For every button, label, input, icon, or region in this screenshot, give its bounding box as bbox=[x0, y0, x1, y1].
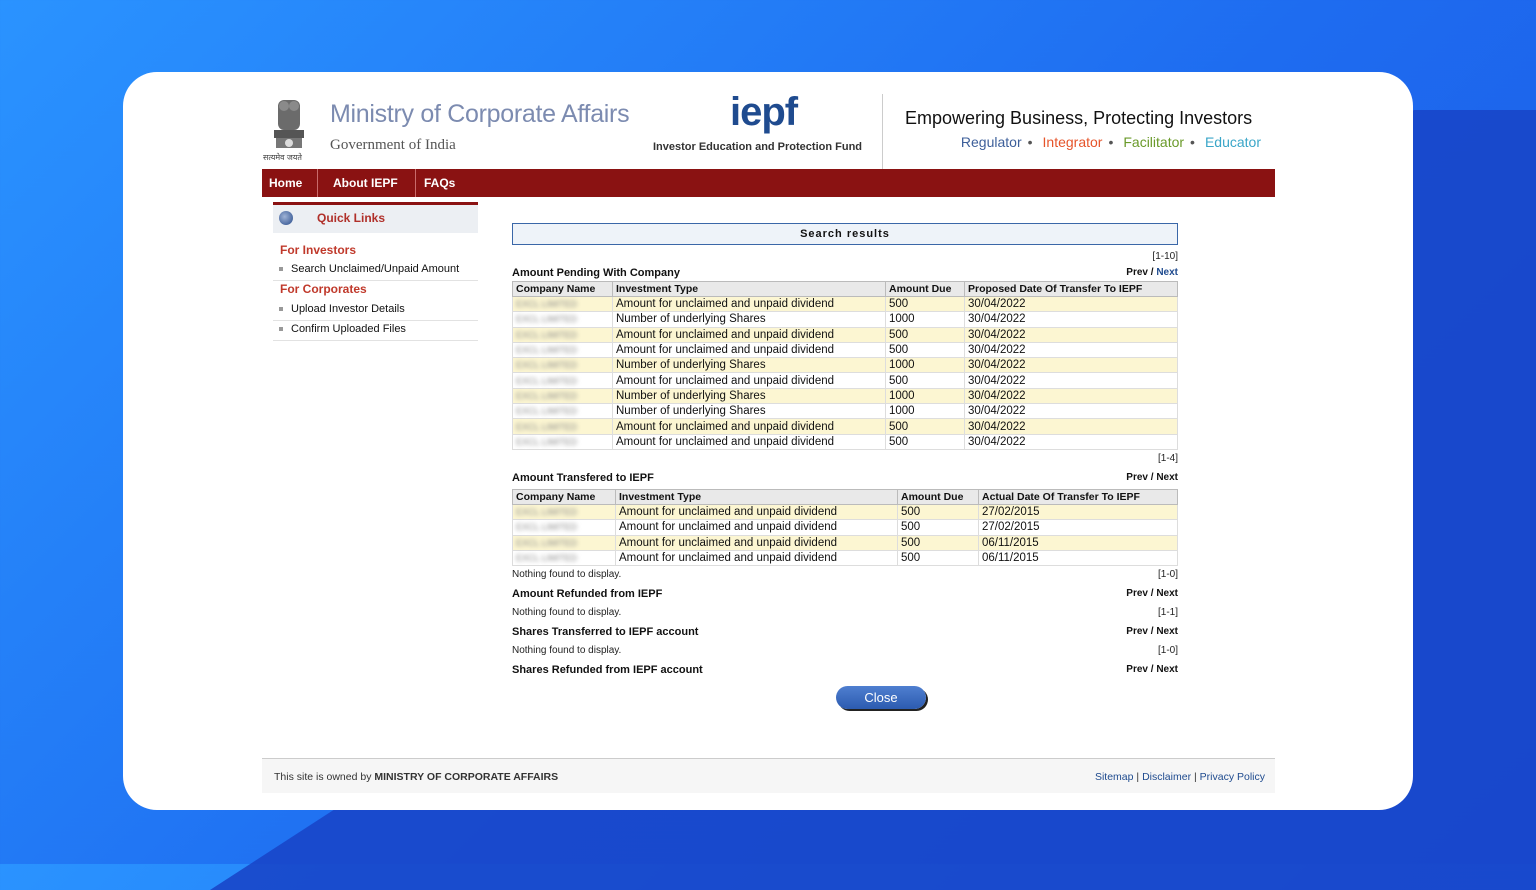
for-corporates-heading: For Corporates bbox=[280, 282, 367, 296]
table-row bbox=[513, 404, 1178, 419]
table-cell: 1000 bbox=[886, 358, 965, 373]
table-cell: EXCL LIMITED bbox=[513, 505, 616, 520]
table-cell: 1000 bbox=[886, 404, 965, 419]
privacy-policy-link[interactable]: Privacy Policy bbox=[1199, 771, 1265, 783]
pending-title: Amount Pending With Company bbox=[512, 267, 680, 279]
table-cell: EXCL LIMITED bbox=[513, 342, 613, 357]
table-cell: 27/02/2015 bbox=[979, 520, 1178, 535]
column-header: Investment Type bbox=[616, 490, 898, 505]
table-cell: Amount for unclaimed and unpaid dividend bbox=[613, 342, 886, 357]
table-cell: 500 bbox=[886, 373, 965, 388]
table-cell: 500 bbox=[898, 520, 979, 535]
table-cell: EXCL LIMITED bbox=[513, 434, 613, 449]
table-cell: Number of underlying Shares bbox=[613, 358, 886, 373]
iepf-page bbox=[262, 72, 1275, 810]
table-cell: EXCL LIMITED bbox=[513, 358, 613, 373]
column-header: Company Name bbox=[513, 282, 613, 297]
nav-about-iepf[interactable]: About IEPF bbox=[333, 176, 398, 190]
table-cell: EXCL LIMITED bbox=[513, 327, 613, 342]
table-cell: EXCL LIMITED bbox=[513, 419, 613, 434]
transferred-range: [1-4] bbox=[1157, 453, 1178, 464]
column-header: Proposed Date Of Transfer To IEPF bbox=[965, 282, 1178, 297]
table-cell: Amount for unclaimed and unpaid dividend bbox=[613, 419, 886, 434]
close-button[interactable]: Close bbox=[836, 686, 926, 709]
nav-divider bbox=[317, 169, 318, 197]
column-header: Company Name bbox=[513, 490, 616, 505]
screenshot-card bbox=[123, 72, 1413, 810]
table-cell: Number of underlying Shares bbox=[613, 388, 886, 403]
main-nav bbox=[262, 169, 1275, 197]
ownership-text: This site is owned by MINISTRY OF CORPORATE AFFAIRS bbox=[274, 771, 559, 783]
table-cell: 500 bbox=[886, 327, 965, 342]
table-cell: 30/04/2022 bbox=[965, 297, 1178, 312]
table-row bbox=[513, 419, 1178, 434]
table-cell: Amount for unclaimed and unpaid dividend bbox=[613, 327, 886, 342]
table-cell: 30/04/2022 bbox=[965, 342, 1178, 357]
table-cell: 30/04/2022 bbox=[965, 404, 1178, 419]
next-link[interactable]: Next bbox=[1156, 472, 1178, 483]
iepf-logo-subtitle: Investor Education and Protection Fund bbox=[653, 141, 863, 153]
transferred-pagination: Prev / Next bbox=[1126, 472, 1178, 483]
table-header-row bbox=[513, 490, 1178, 505]
next-link[interactable]: Next bbox=[1156, 588, 1178, 599]
table-cell: EXCL LIMITED bbox=[513, 388, 613, 403]
header-divider bbox=[882, 94, 883, 170]
column-header: Investment Type bbox=[613, 282, 886, 297]
role-separator: • bbox=[1027, 134, 1033, 150]
role-separator: • bbox=[1190, 134, 1195, 150]
search-unclaimed-link[interactable]: Search Unclaimed/Unpaid Amount bbox=[273, 261, 478, 281]
confirm-uploaded-files-link[interactable]: Confirm Uploaded Files bbox=[273, 321, 478, 341]
nav-home[interactable]: Home bbox=[269, 176, 303, 190]
shares-refunded-pagination: Prev / Next bbox=[1126, 664, 1178, 675]
table-cell: Amount for unclaimed and unpaid dividend bbox=[613, 373, 886, 388]
table-cell: 30/04/2022 bbox=[965, 327, 1178, 342]
refunded-title: Amount Refunded from IEPF bbox=[512, 588, 663, 600]
table-cell: 30/04/2022 bbox=[965, 434, 1178, 449]
national-emblem-icon bbox=[264, 96, 314, 160]
disclaimer-link[interactable]: Disclaimer bbox=[1142, 771, 1192, 783]
footer bbox=[262, 758, 1275, 793]
search-results-title: Search results bbox=[512, 223, 1178, 245]
table-cell: 1000 bbox=[886, 388, 965, 403]
table-row bbox=[513, 520, 1178, 535]
table-cell: Amount for unclaimed and unpaid dividend bbox=[613, 297, 886, 312]
table-cell: Number of underlying Shares bbox=[613, 312, 886, 327]
table-cell: EXCL LIMITED bbox=[513, 550, 616, 565]
roles-list bbox=[957, 134, 1261, 150]
table-row bbox=[513, 312, 1178, 327]
prev-link[interactable]: Prev bbox=[1126, 472, 1148, 483]
table-cell: 30/04/2022 bbox=[965, 373, 1178, 388]
shares-refunded-range: [1-0] bbox=[1157, 645, 1178, 656]
sitemap-link[interactable]: Sitemap bbox=[1094, 771, 1134, 783]
nothing-found-text: Nothing found to display. bbox=[512, 569, 622, 580]
table-header-row bbox=[513, 282, 1178, 297]
ministry-subtitle: Government of India bbox=[330, 137, 456, 153]
table-cell: EXCL LIMITED bbox=[513, 535, 616, 550]
next-link[interactable]: Next bbox=[1156, 664, 1178, 675]
table-row bbox=[513, 297, 1178, 312]
role-regulator: Regulator bbox=[960, 134, 1022, 150]
table-cell: 30/04/2022 bbox=[965, 358, 1178, 373]
table-cell: Amount for unclaimed and unpaid dividend bbox=[613, 434, 886, 449]
table-row bbox=[513, 535, 1178, 550]
table-cell: 27/02/2015 bbox=[979, 505, 1178, 520]
owner-name: MINISTRY OF CORPORATE AFFAIRS bbox=[374, 771, 559, 783]
table-row bbox=[513, 327, 1178, 342]
table-cell: 30/04/2022 bbox=[965, 312, 1178, 327]
table-cell: Amount for unclaimed and unpaid dividend bbox=[616, 535, 898, 550]
table-cell: 500 bbox=[898, 550, 979, 565]
table-cell: Amount for unclaimed and unpaid dividend bbox=[616, 505, 898, 520]
iepf-logo[interactable]: iepf bbox=[730, 90, 798, 134]
column-header: Amount Due bbox=[886, 282, 965, 297]
table-cell: 06/11/2015 bbox=[979, 550, 1178, 565]
table-row bbox=[513, 434, 1178, 449]
table-cell: Amount for unclaimed and unpaid dividend bbox=[616, 520, 898, 535]
table-row bbox=[513, 358, 1178, 373]
table-row bbox=[513, 550, 1178, 565]
quick-links-header bbox=[273, 202, 478, 233]
for-investors-heading: For Investors bbox=[280, 243, 357, 257]
role-integrator: Integrator bbox=[1042, 134, 1103, 150]
transferred-title: Amount Transfered to IEPF bbox=[512, 472, 654, 484]
prev-link[interactable]: Prev bbox=[1126, 267, 1148, 278]
table-cell: 500 bbox=[886, 434, 965, 449]
shares-transferred-pagination: Prev / Next bbox=[1126, 626, 1178, 637]
prev-link[interactable]: Prev bbox=[1126, 588, 1148, 599]
nav-divider bbox=[415, 169, 416, 197]
bullet-icon bbox=[279, 327, 283, 331]
table-cell: Amount for unclaimed and unpaid dividend bbox=[616, 550, 898, 565]
table-row bbox=[513, 373, 1178, 388]
next-link[interactable]: Next bbox=[1156, 267, 1178, 278]
table-cell: 500 bbox=[886, 419, 965, 434]
table-cell: 30/04/2022 bbox=[965, 388, 1178, 403]
shares-transferred-title: Shares Transferred to IEPF account bbox=[512, 626, 699, 638]
nothing-found-text: Nothing found to display. bbox=[512, 645, 622, 656]
table-cell: 06/11/2015 bbox=[979, 535, 1178, 550]
prev-link[interactable]: Prev bbox=[1126, 626, 1148, 637]
upload-investor-details-link[interactable]: Upload Investor Details bbox=[273, 301, 478, 321]
pending-pagination: Prev / Next bbox=[1126, 267, 1178, 278]
shares-transferred-range: [1-1] bbox=[1157, 607, 1178, 618]
table-cell: EXCL LIMITED bbox=[513, 297, 613, 312]
prev-link[interactable]: Prev bbox=[1126, 664, 1148, 675]
table-cell: 500 bbox=[886, 342, 965, 357]
tagline: Empowering Business, Protecting Investors bbox=[905, 108, 1253, 128]
nav-faqs[interactable]: FAQs bbox=[424, 176, 456, 190]
ministry-title: Ministry of Corporate Affairs bbox=[330, 100, 630, 128]
pending-table bbox=[512, 281, 1178, 450]
table-cell: EXCL LIMITED bbox=[513, 520, 616, 535]
quick-links-label: Quick Links bbox=[317, 211, 386, 225]
table-row bbox=[513, 388, 1178, 403]
table-cell: EXCL LIMITED bbox=[513, 373, 613, 388]
table-cell: EXCL LIMITED bbox=[513, 312, 613, 327]
emblem-caption: सत्यमेव जयते bbox=[263, 153, 302, 162]
column-header: Amount Due bbox=[898, 490, 979, 505]
refunded-pagination: Prev / Next bbox=[1126, 588, 1178, 599]
table-cell: 500 bbox=[898, 505, 979, 520]
table-row bbox=[513, 342, 1178, 357]
role-separator: • bbox=[1108, 134, 1114, 150]
globe-icon bbox=[279, 211, 293, 225]
table-cell: Number of underlying Shares bbox=[613, 404, 886, 419]
footer-links: Sitemap | Disclaimer | Privacy Policy bbox=[1094, 771, 1265, 783]
nothing-found-text: Nothing found to display. bbox=[512, 607, 622, 618]
table-row bbox=[513, 505, 1178, 520]
bullet-icon bbox=[279, 307, 283, 311]
bullet-icon bbox=[279, 267, 283, 271]
table-cell: 500 bbox=[898, 535, 979, 550]
column-header: Actual Date Of Transfer To IEPF bbox=[979, 490, 1178, 505]
table-cell: EXCL LIMITED bbox=[513, 404, 613, 419]
table-cell: 500 bbox=[886, 297, 965, 312]
table-cell: 1000 bbox=[886, 312, 965, 327]
table-cell: 30/04/2022 bbox=[965, 419, 1178, 434]
shares-refunded-title: Shares Refunded from IEPF account bbox=[512, 664, 703, 676]
next-link[interactable]: Next bbox=[1156, 626, 1178, 637]
role-educator: Educator bbox=[1204, 134, 1261, 150]
role-facilitator: Facilitator bbox=[1123, 134, 1185, 150]
pending-range: [1-10] bbox=[1152, 251, 1178, 262]
transferred-table bbox=[512, 489, 1178, 566]
refunded-range: [1-0] bbox=[1157, 569, 1178, 580]
